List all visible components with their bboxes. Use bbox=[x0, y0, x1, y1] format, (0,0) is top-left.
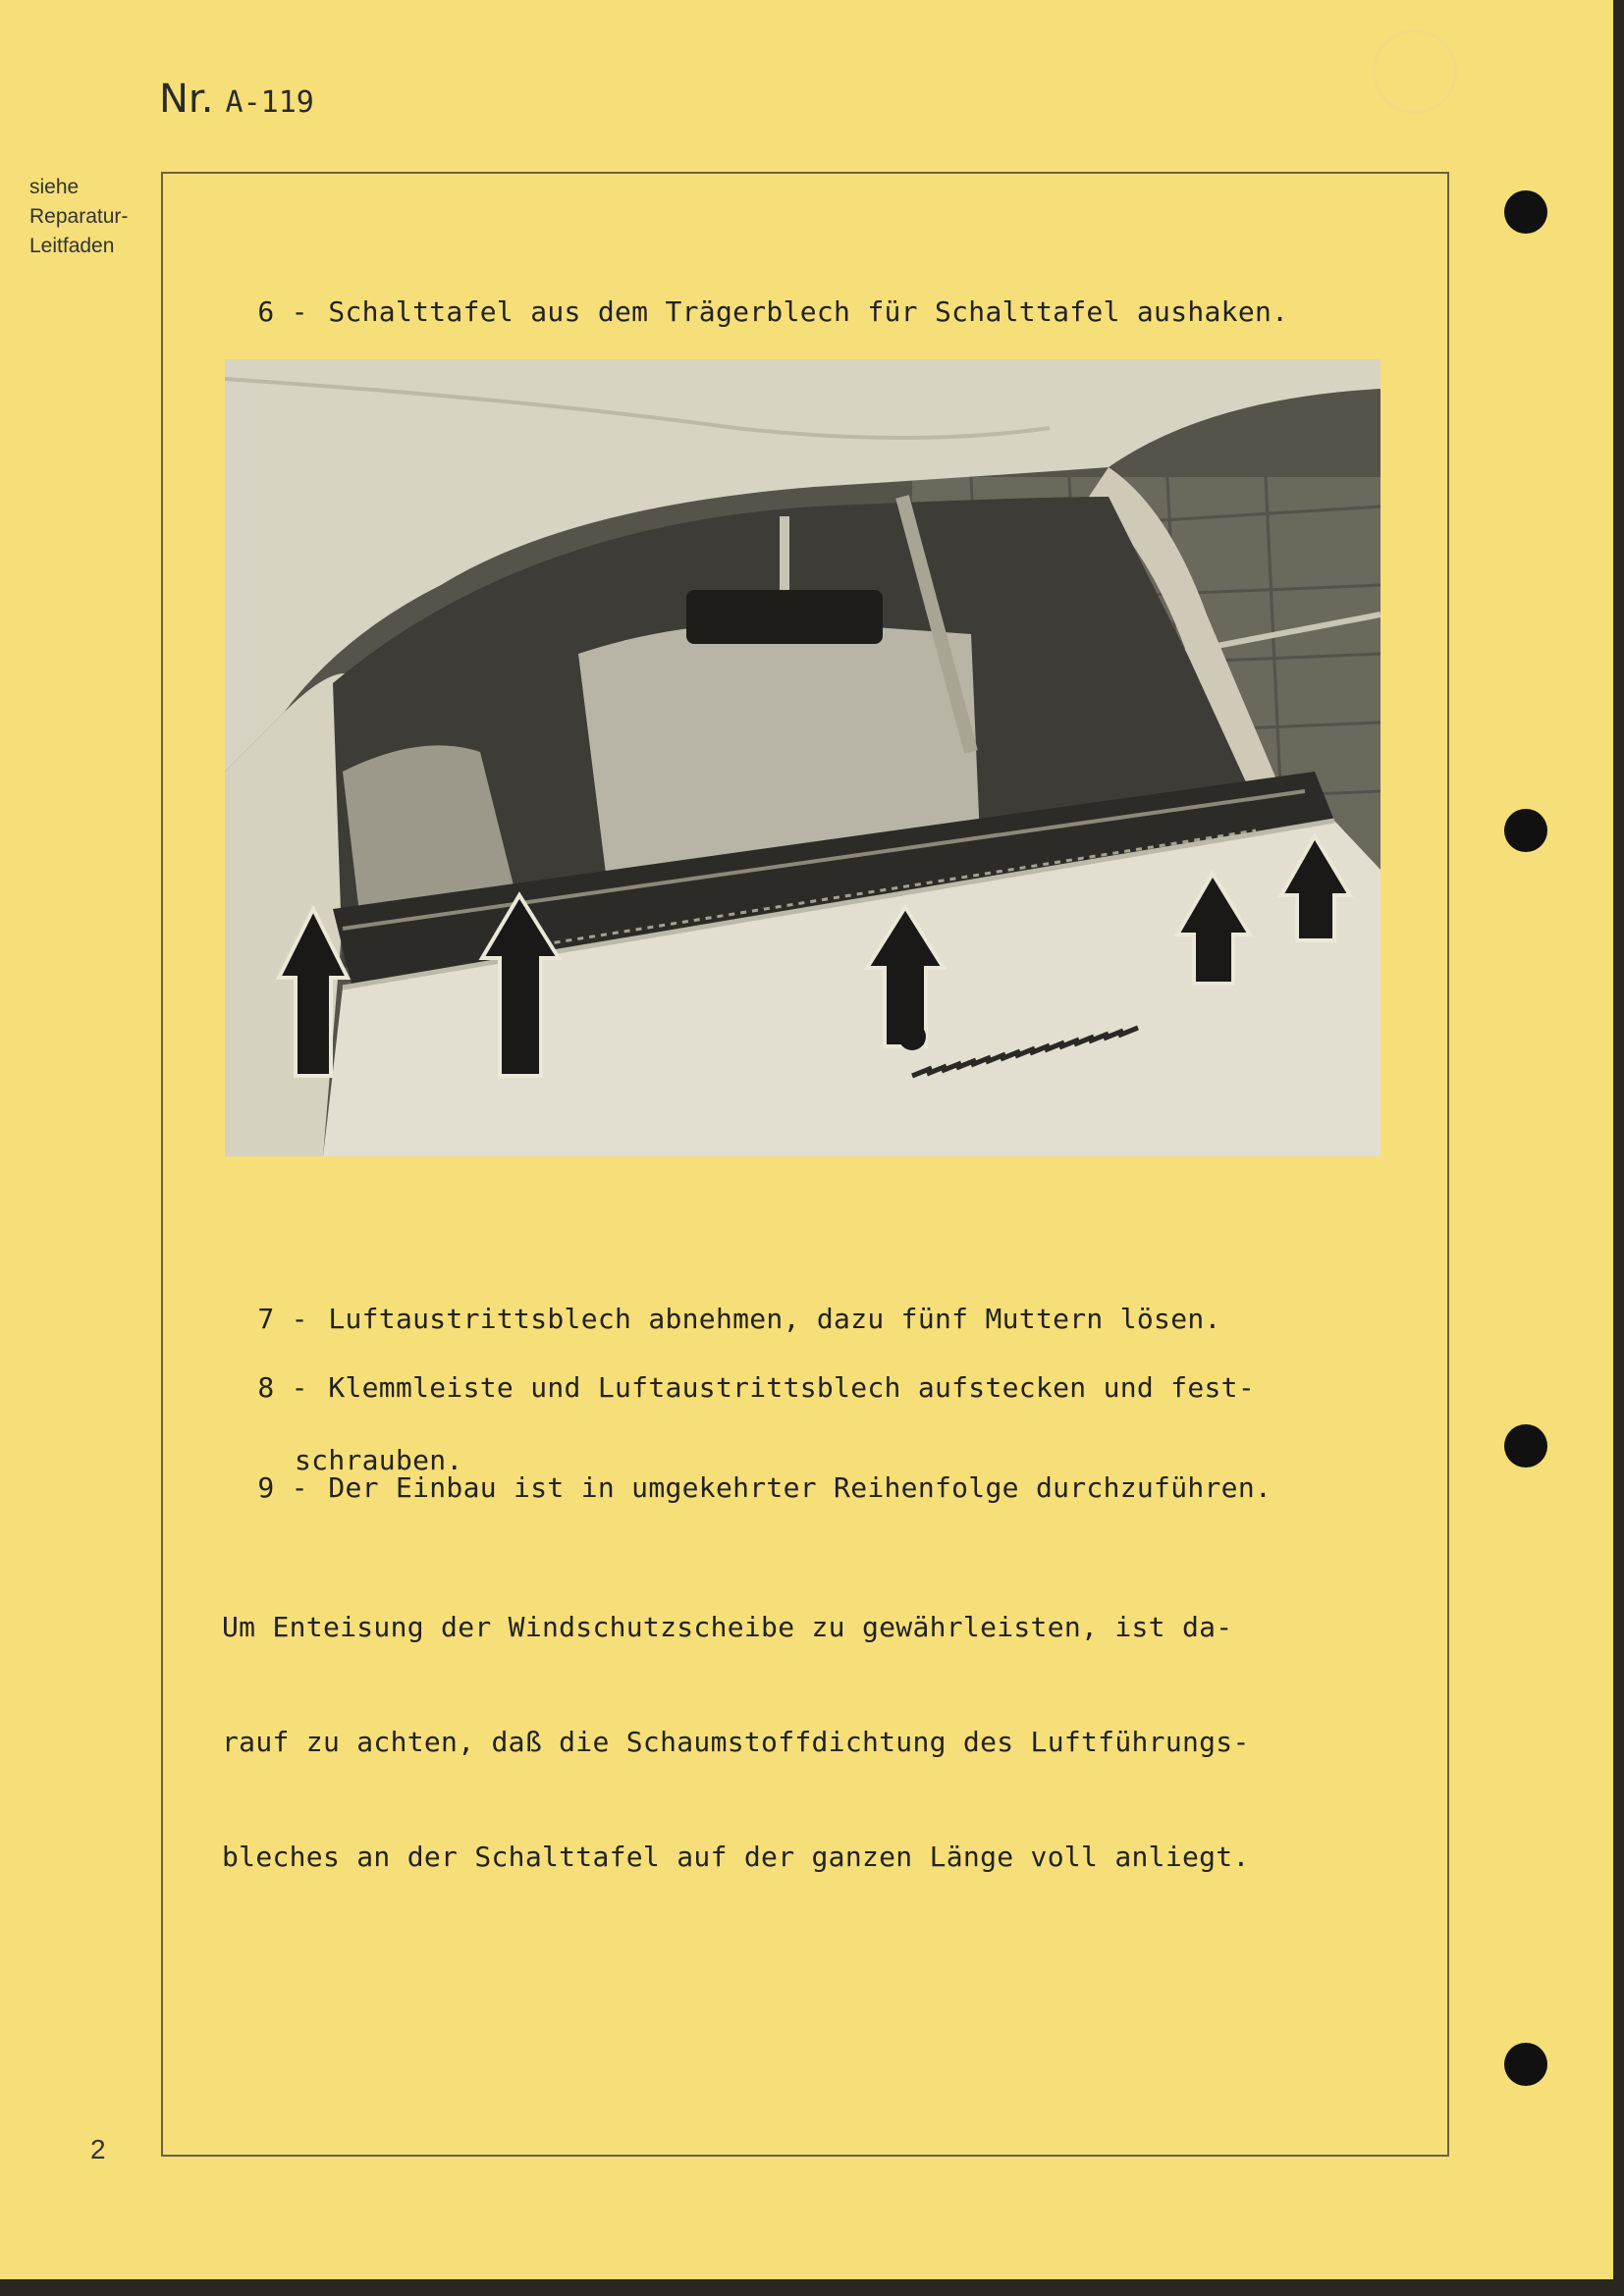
step-9 bbox=[224, 1439, 1272, 1504]
document-number-prefix: Nr. bbox=[159, 77, 214, 122]
sidenote bbox=[29, 173, 128, 261]
step-text: Luftaustrittsblech abnehmen, dazu fünf Muttern lösen. bbox=[328, 1303, 1221, 1335]
step-number: 9 - bbox=[257, 1471, 308, 1504]
note-line: Um Enteisung der Windschutzscheibe zu gewährleisten, ist da- bbox=[222, 1611, 1233, 1643]
step-7 bbox=[224, 1270, 1221, 1335]
punch-hole-icon bbox=[1504, 809, 1547, 852]
punch-hole-icon bbox=[1504, 1424, 1547, 1468]
step-text: Klemmleiste und Luftaustrittsblech aufstecken und fest- bbox=[328, 1371, 1255, 1404]
step-number: 7 - bbox=[257, 1303, 308, 1335]
watermark-logo-icon bbox=[1373, 29, 1457, 114]
step-number: 8 - bbox=[257, 1371, 308, 1404]
sidenote-line: Leitfaden bbox=[29, 235, 115, 257]
sidenote-line: Reparatur- bbox=[29, 205, 129, 228]
photo-illustration bbox=[225, 359, 1380, 1156]
instruction-photo bbox=[225, 359, 1380, 1156]
step-number: 6 - bbox=[257, 295, 308, 328]
sidenote-line: siehe bbox=[29, 176, 80, 198]
step-6 bbox=[224, 263, 1288, 328]
step-text-continuation: schrauben. bbox=[295, 1444, 463, 1476]
document-number-value: A-119 bbox=[225, 85, 314, 120]
note-paragraph bbox=[222, 1531, 1250, 1914]
punch-hole-icon bbox=[1504, 190, 1547, 234]
step-text: Der Einbau ist in umgekehrter Reihenfolge durchzuführen. bbox=[328, 1471, 1272, 1504]
note-line: bleches an der Schalttafel auf der ganzen Länge voll anliegt. bbox=[222, 1841, 1250, 1873]
page-number: 2 bbox=[90, 2134, 106, 2164]
document-number bbox=[159, 77, 314, 122]
scan-edge-right bbox=[1613, 0, 1624, 2296]
punch-hole-icon bbox=[1504, 2043, 1547, 2086]
step-text: Schalttafel aus dem Trägerblech für Schalttafel aushaken. bbox=[328, 295, 1289, 328]
note-line: rauf zu achten, daß die Schaumstoffdichtung des Luftführungs- bbox=[222, 1726, 1250, 1758]
nut-icon bbox=[898, 1023, 926, 1050]
scan-edge-bottom bbox=[0, 2279, 1624, 2296]
